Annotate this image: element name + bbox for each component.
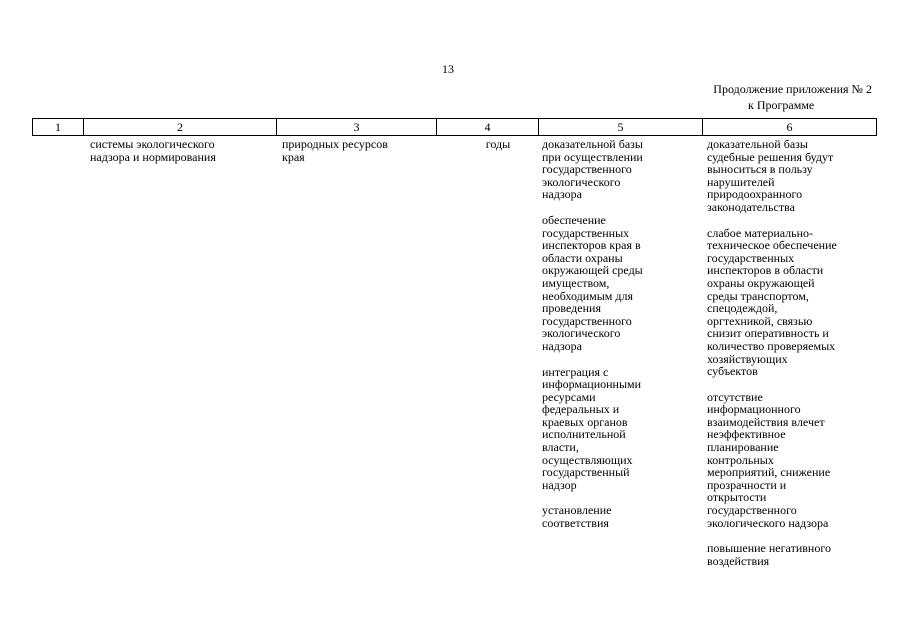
text-line: техническое обеспечение bbox=[707, 238, 837, 253]
text-line: планирование bbox=[707, 440, 779, 455]
text-line: государственных bbox=[542, 225, 630, 240]
text-line: природных ресурсов bbox=[282, 137, 388, 151]
text-line: доказательной базы bbox=[707, 137, 808, 151]
text-line: спецодеждой, bbox=[707, 301, 778, 316]
text-block bbox=[542, 138, 694, 201]
text-block bbox=[542, 366, 694, 492]
text-line: осуществляющих bbox=[542, 452, 633, 467]
text-line: хозяйствующих bbox=[707, 351, 788, 366]
text-line: государственный bbox=[542, 465, 630, 480]
text-line: системы экологического bbox=[90, 137, 215, 151]
text-line: нарушителей bbox=[707, 174, 775, 189]
text-line: субъектов bbox=[707, 364, 758, 379]
text-line: экологического bbox=[542, 326, 621, 341]
text-block bbox=[707, 138, 877, 214]
text-line: надзор bbox=[542, 477, 577, 492]
appendix-subtitle: к Программе bbox=[748, 98, 815, 112]
text-line: экологического надзора bbox=[707, 515, 829, 530]
text-line: судебные решения будут bbox=[707, 149, 834, 164]
text-line: экологического bbox=[542, 174, 621, 189]
text-line: инспекторов в области bbox=[707, 263, 824, 278]
text-line: окружающей среды bbox=[542, 263, 643, 278]
text-line: открытости bbox=[707, 490, 767, 505]
text-line: интеграция с bbox=[542, 364, 609, 379]
text-line: имуществом, bbox=[542, 275, 610, 290]
text-line: информационными bbox=[542, 377, 642, 392]
text-line: государственного bbox=[707, 503, 797, 518]
text-line: надзора bbox=[542, 187, 582, 202]
text-line: повышение негативного bbox=[707, 541, 831, 556]
text-line: прозрачности и bbox=[707, 477, 787, 492]
text-line: федеральных и bbox=[542, 402, 620, 417]
text-line: надзора и нормирования bbox=[90, 149, 216, 164]
text-line: надзора bbox=[542, 338, 582, 353]
text-line: при осуществлении bbox=[542, 149, 643, 164]
text-line: воздействия bbox=[707, 553, 770, 568]
column-header-1: 1 bbox=[33, 119, 84, 136]
text-line: края bbox=[282, 149, 305, 164]
text-line: доказательной базы bbox=[542, 137, 643, 151]
text-line: государственного bbox=[542, 162, 632, 177]
column-2-text bbox=[90, 138, 270, 163]
text-line: выноситься в пользу bbox=[707, 162, 813, 177]
text-line: количество проверяемых bbox=[707, 338, 836, 353]
text-line: области охраны bbox=[542, 250, 623, 265]
text-line: среды транспортом, bbox=[707, 288, 809, 303]
text-line: проведения bbox=[542, 301, 601, 316]
text-line: установление bbox=[542, 503, 612, 518]
text-line: государственных bbox=[707, 250, 795, 265]
column-header-3: 3 bbox=[277, 119, 437, 136]
text-line: неэффективное bbox=[707, 427, 786, 442]
text-line: ресурсами bbox=[542, 389, 596, 404]
column-5-text bbox=[542, 138, 694, 543]
text-line: снизит оперативность и bbox=[707, 326, 829, 341]
text-block bbox=[542, 214, 694, 353]
text-line: законодательства bbox=[707, 199, 795, 214]
text-line: отсутствие bbox=[707, 389, 763, 404]
text-line: информационного bbox=[707, 402, 801, 417]
column-header-5: 5 bbox=[539, 119, 703, 136]
text-line: охраны окружающей bbox=[707, 275, 815, 290]
text-line: природоохранного bbox=[707, 187, 803, 202]
text-line: краевых органов bbox=[542, 414, 628, 429]
column-header-4: 4 bbox=[437, 119, 539, 136]
appendix-title: Продолжение приложения № 2 bbox=[713, 82, 872, 96]
text-line: обеспечение bbox=[542, 212, 606, 227]
column-3-text bbox=[282, 138, 432, 163]
text-block bbox=[707, 391, 877, 530]
text-line: исполнительной bbox=[542, 427, 626, 442]
text-line: государственного bbox=[542, 313, 632, 328]
text-line: соответствия bbox=[542, 516, 609, 531]
column-header-6: 6 bbox=[703, 119, 877, 136]
page-number: 13 bbox=[442, 62, 454, 76]
text-block bbox=[707, 542, 877, 567]
text-block bbox=[542, 504, 694, 529]
column-4-text bbox=[468, 138, 528, 151]
text-line: инспекторов края в bbox=[542, 238, 641, 253]
text-line: оргтехникой, связью bbox=[707, 313, 813, 328]
text-line: взаимодействия влечет bbox=[707, 414, 825, 429]
column-6-text bbox=[707, 138, 877, 580]
column-header-row bbox=[32, 118, 877, 136]
text-line: контрольных bbox=[707, 452, 774, 467]
text-line: мероприятий, снижение bbox=[707, 465, 831, 480]
text-line: годы bbox=[485, 137, 511, 151]
text-line: необходимым для bbox=[542, 288, 633, 303]
column-header-2: 2 bbox=[84, 119, 277, 136]
text-line: слабое материально- bbox=[707, 225, 814, 240]
text-block bbox=[707, 227, 877, 378]
text-line: власти, bbox=[542, 440, 579, 455]
